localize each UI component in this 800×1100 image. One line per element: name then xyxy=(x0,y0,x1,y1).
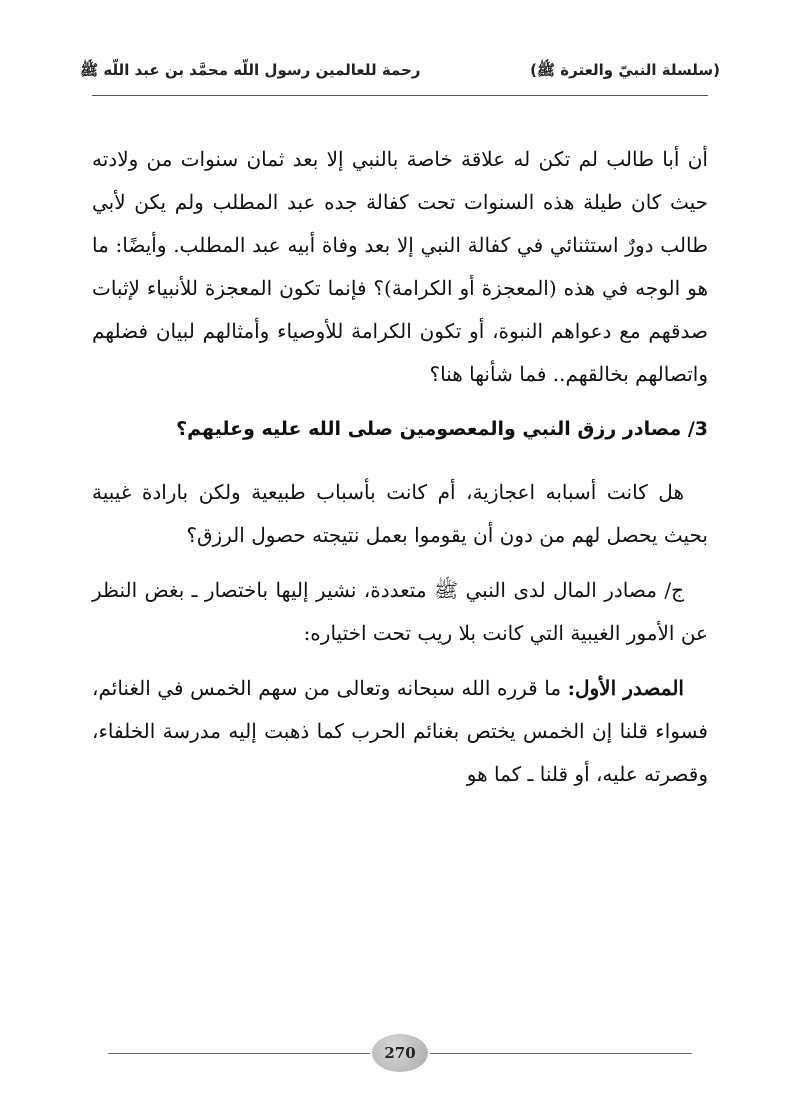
footer-divider-right xyxy=(430,1053,692,1054)
paragraph-1: أن أبا طالب لم تكن له علاقة خاصة بالنبي إلا بعد ثمان سنوات من ولادته حيث كان طيلة هذه السنوات تحت كفالة جده عبد المطلب ولم يكن لأبي طالب دورٌ استثنائي في كفالة النبي إلا بعد وفاة أبيه عبد المطلب. وأيضًا: ما هو الوجه في هذه (المعجزة أو الكرامة)؟ فإنما تكون المعجزة للأنبياء لإثبات صدقهم مع دعواهم النبوة، أو تكون الكرامة للأوصياء وأمثالهم لبيان فضلهم واتصالهم بخالقهم.. فما شأنها هنا؟ xyxy=(92,147,708,386)
paragraph-4-text: ما قرره الله سبحانه وتعالى من سهم الخمس في الغنائم، فسواء قلنا إن الخمس يختص بغنائم الحرب كما ذهبت إليه مدرسة الخلفاء، وقصرته عليه، أو قلنا ـ كما هو xyxy=(92,676,708,786)
paragraph-2: هل كانت أسبابه اعجازية، أم كانت بأسباب طبيعية ولكن بارادة غيبية بحيث يحصل لهم من دون أن يقوموا بعمل نتيجته حصول الرزق؟ xyxy=(92,480,708,547)
paragraph-4-lead: المصدر الأول: xyxy=(567,676,684,700)
paragraph-4 xyxy=(92,667,708,796)
series-title: (سلسلة النبيّ والعترة ﷺ) xyxy=(530,61,720,79)
page-body xyxy=(92,138,708,796)
footer-divider-left xyxy=(108,1053,370,1054)
section-heading: 3/ مصادر رزق النبي والمعصومين صلى الله عليه وعليهم؟ xyxy=(176,418,708,440)
paragraph-3: ج/ مصادر المال لدى النبي ﷺ متعددة، نشير إليها باختصار ـ بغض النظر عن الأمور الغيبية التي كانت بلا ريب تحت اختياره: xyxy=(92,578,708,645)
book-title: رحمة للعالمين رسول اللّه محمَّد بن عبد اللّه ﷺ xyxy=(80,61,421,79)
running-header xyxy=(80,55,720,89)
header-divider xyxy=(92,95,708,96)
page-number: 270 xyxy=(372,1034,428,1072)
